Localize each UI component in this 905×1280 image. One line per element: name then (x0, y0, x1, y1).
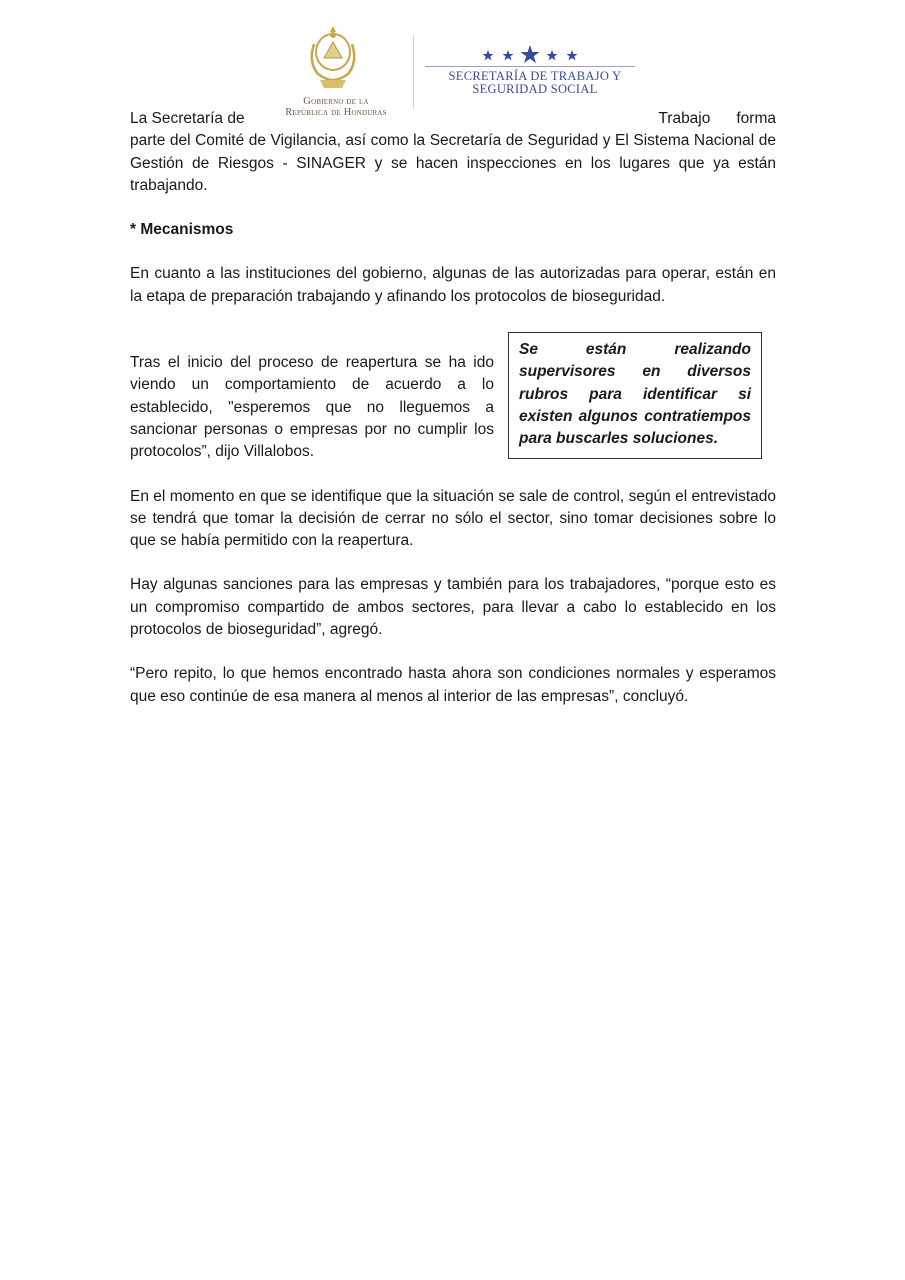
five-stars-icon (480, 44, 580, 64)
header-divider (413, 36, 414, 108)
department-rule (425, 66, 635, 67)
paragraph-6: “Pero repito, lo que hemos encontrado hasta ahora son condiciones normales y esperamos que eso continúe de esa manera al menos al interior de las empresas”, concluyó. (130, 665, 776, 705)
document-body (130, 108, 776, 730)
gov-line-1: Gobierno de la (303, 96, 369, 107)
section-heading: * Mecanismos (130, 221, 234, 239)
honduras-coat-of-arms-icon (306, 22, 360, 92)
paragraph-1-first-line (130, 108, 776, 130)
paragraph-4: En el momento en que se identifique que la situación se sale de control, según el entrevistado se tendrá que tomar la decisión de cerrar no sólo el sector, sino tomar decisiones sobre lo que se había permitido con la reapertura. (130, 487, 776, 550)
letterhead (0, 0, 905, 120)
paragraph-1-start: La Secretaría de (130, 110, 245, 127)
gov-line-2: República de Honduras (285, 107, 387, 118)
department-label (430, 70, 640, 96)
dept-line-2: SEGURIDAD SOCIAL (472, 82, 598, 96)
paragraph-2: En cuanto a las instituciones del gobierno, algunas de las autorizadas para operar, están en la etapa de preparación trabajando y afinando los protocolos de bioseguridad. (130, 265, 776, 305)
paragraph-1-rest: parte del Comité de Vigilancia, así como la Secretaría de Seguridad y El Sistema Nacional de Gestión de Riesgos - SINAGER y se hacen inspecciones en los lugares que ya están trabajando. (130, 132, 776, 194)
paragraph-1-word-2: forma (736, 110, 776, 127)
paragraph-with-pullquote (130, 330, 776, 463)
pull-quote: Se están realizando supervisores en diversos rubros para identificar si existen algunos contratiempos para buscarles soluciones. (508, 332, 762, 458)
dept-line-1: SECRETARÍA DE TRABAJO Y (448, 69, 622, 83)
paragraph-5: Hay algunas sanciones para las empresas y también para los trabajadores, “porque esto es un compromiso compartido de ambos sectores, para llevar a cabo lo establecido en los protocolos de bioseguridad”, agregó. (130, 576, 776, 639)
paragraph-3: Tras el inicio del proceso de reapertura se ha ido viendo un comportamiento de acuerdo a lo establecido, "esperemos que no lleguemos a sancionar personas o empresas por no cumplir los protocolos”, dijo Villalobos. (130, 354, 494, 461)
paragraph-1 (130, 108, 776, 197)
paragraph-1-word-1: Trabajo (658, 110, 711, 127)
